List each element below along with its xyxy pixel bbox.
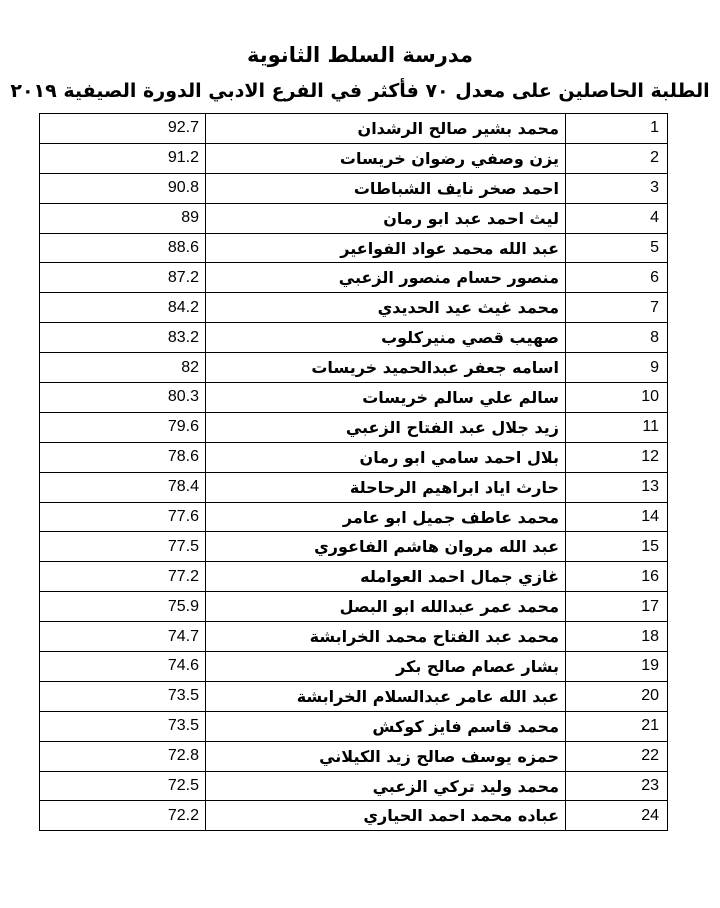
row-number-cell: 10 — [566, 383, 668, 413]
row-number-cell: 5 — [566, 233, 668, 263]
row-number-cell: 22 — [566, 741, 668, 771]
score-cell: 78.6 — [40, 442, 206, 472]
score-cell: 74.6 — [40, 652, 206, 682]
student-name-cell: عبد الله مروان هاشم الفاعوري — [206, 532, 566, 562]
score-cell: 77.2 — [40, 562, 206, 592]
row-number-cell: 11 — [566, 412, 668, 442]
score-cell: 89 — [40, 203, 206, 233]
table-row — [40, 592, 668, 622]
table-row — [40, 323, 668, 353]
student-name-cell: سالم علي سالم خريسات — [206, 383, 566, 413]
table-row — [40, 622, 668, 652]
score-cell: 82 — [40, 353, 206, 383]
row-number-cell: 3 — [566, 173, 668, 203]
score-cell: 73.5 — [40, 681, 206, 711]
row-number-cell: 20 — [566, 681, 668, 711]
student-name-cell: صهيب قصي منيركلوب — [206, 323, 566, 353]
row-number-cell: 7 — [566, 293, 668, 323]
student-name-cell: محمد وليد تركي الزعبي — [206, 771, 566, 801]
row-number-cell: 15 — [566, 532, 668, 562]
student-name-cell: غازي جمال احمد العوامله — [206, 562, 566, 592]
row-number-cell: 14 — [566, 502, 668, 532]
score-cell: 83.2 — [40, 323, 206, 353]
row-number-cell: 18 — [566, 622, 668, 652]
score-cell: 73.5 — [40, 711, 206, 741]
student-name-cell: اسامه جعفر عبدالحميد خريسات — [206, 353, 566, 383]
table-row — [40, 114, 668, 144]
row-number-cell: 23 — [566, 771, 668, 801]
score-cell: 80.3 — [40, 383, 206, 413]
table-row — [40, 711, 668, 741]
score-cell: 84.2 — [40, 293, 206, 323]
student-name-cell: عبد الله محمد عواد الفواعير — [206, 233, 566, 263]
students-table-body — [40, 114, 668, 831]
table-row — [40, 532, 668, 562]
student-name-cell: محمد غيث عيد الحديدي — [206, 293, 566, 323]
row-number-cell: 19 — [566, 652, 668, 682]
row-number-cell: 2 — [566, 143, 668, 173]
student-name-cell: ليث احمد عبد ابو رمان — [206, 203, 566, 233]
row-number-cell: 6 — [566, 263, 668, 293]
score-cell: 74.7 — [40, 622, 206, 652]
row-number-cell: 24 — [566, 801, 668, 831]
table-row — [40, 143, 668, 173]
table-row — [40, 562, 668, 592]
table-row — [40, 293, 668, 323]
table-row — [40, 383, 668, 413]
student-name-cell: احمد صخر نايف الشباطات — [206, 173, 566, 203]
table-row — [40, 741, 668, 771]
score-cell: 75.9 — [40, 592, 206, 622]
table-row — [40, 801, 668, 831]
score-cell: 72.8 — [40, 741, 206, 771]
student-name-cell: منصور حسام منصور الزعبي — [206, 263, 566, 293]
row-number-cell: 13 — [566, 472, 668, 502]
score-cell: 88.6 — [40, 233, 206, 263]
student-name-cell: محمد بشير صالح الرشدان — [206, 114, 566, 144]
score-cell: 91.2 — [40, 143, 206, 173]
table-row — [40, 442, 668, 472]
score-cell: 72.5 — [40, 771, 206, 801]
score-cell: 78.4 — [40, 472, 206, 502]
table-row — [40, 681, 668, 711]
score-cell: 90.8 — [40, 173, 206, 203]
table-row — [40, 263, 668, 293]
row-number-cell: 12 — [566, 442, 668, 472]
student-name-cell: بلال احمد سامي ابو رمان — [206, 442, 566, 472]
table-row — [40, 173, 668, 203]
student-name-cell: عبد الله عامر عبدالسلام الخرابشة — [206, 681, 566, 711]
row-number-cell: 21 — [566, 711, 668, 741]
table-row — [40, 233, 668, 263]
student-name-cell: محمد عاطف جميل ابو عامر — [206, 502, 566, 532]
student-name-cell: عباده محمد احمد الحياري — [206, 801, 566, 831]
row-number-cell: 4 — [566, 203, 668, 233]
table-row — [40, 771, 668, 801]
student-name-cell: محمد عبد الفتاح محمد الخرابشة — [206, 622, 566, 652]
student-name-cell: بشار عصام صالح بكر — [206, 652, 566, 682]
document-subtitle: الطلبة الحاصلين على معدل ٧٠ فأكثر في الفرع الادبي الدورة الصيفية ٢٠١٩ — [10, 80, 710, 102]
score-cell: 77.5 — [40, 532, 206, 562]
table-row — [40, 502, 668, 532]
score-cell: 79.6 — [40, 412, 206, 442]
document-title: مدرسة السلط الثانوية — [247, 43, 473, 67]
row-number-cell: 8 — [566, 323, 668, 353]
table-row — [40, 353, 668, 383]
row-number-cell: 17 — [566, 592, 668, 622]
score-cell: 77.6 — [40, 502, 206, 532]
row-number-cell: 9 — [566, 353, 668, 383]
score-cell: 72.2 — [40, 801, 206, 831]
student-name-cell: محمد عمر عبدالله ابو البصل — [206, 592, 566, 622]
score-cell: 87.2 — [40, 263, 206, 293]
student-name-cell: محمد قاسم فايز كوكش — [206, 711, 566, 741]
student-name-cell: زيد جلال عبد الفتاح الزعبي — [206, 412, 566, 442]
student-name-cell: حمزه يوسف صالح زيد الكيلاني — [206, 741, 566, 771]
table-row — [40, 652, 668, 682]
student-name-cell: يزن وصفي رضوان خريسات — [206, 143, 566, 173]
table-row — [40, 203, 668, 233]
row-number-cell: 1 — [566, 114, 668, 144]
row-number-cell: 16 — [566, 562, 668, 592]
students-table — [39, 113, 668, 831]
score-cell: 92.7 — [40, 114, 206, 144]
table-row — [40, 472, 668, 502]
table-row — [40, 412, 668, 442]
student-name-cell: حارث اياد ابراهيم الرحاحلة — [206, 472, 566, 502]
